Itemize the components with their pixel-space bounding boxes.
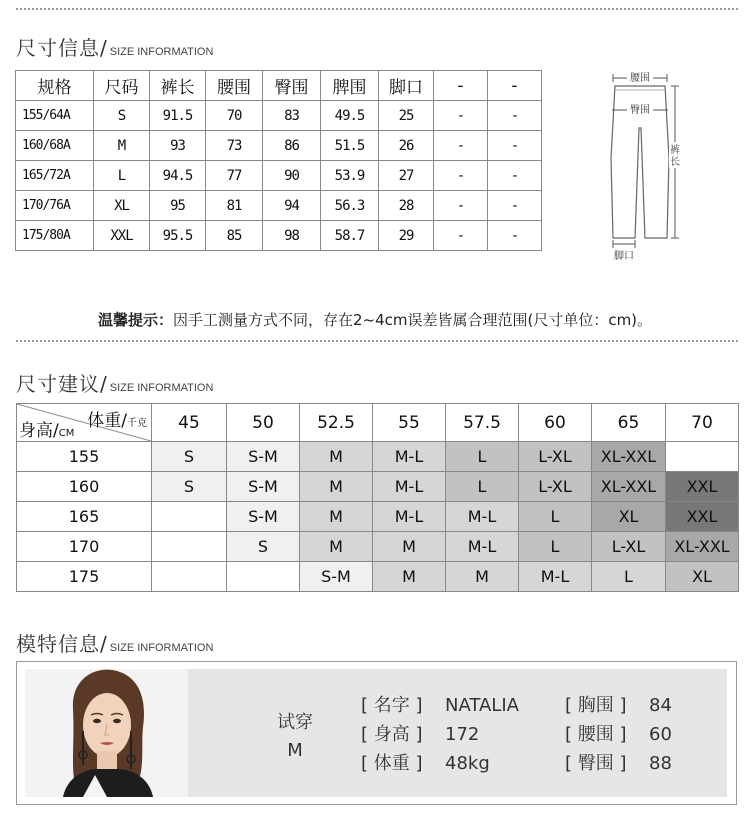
hip-label: [ 臀围 ] (565, 753, 627, 774)
size-cell: M (373, 562, 446, 592)
size-cell: L-XL (519, 442, 592, 472)
table-cell: 26 (379, 131, 434, 161)
height-cell: 155 (17, 442, 152, 472)
col-header: 脚口 (379, 71, 434, 101)
size-cell: M-L (373, 442, 446, 472)
waist-value: 60 (649, 724, 672, 745)
middle-dotted-divider (16, 340, 738, 342)
size-cell (152, 532, 227, 562)
size-info-heading (16, 32, 213, 61)
tip-prefix: 温馨提示： (97, 311, 173, 329)
size-info-subtitle: SIZE INFORMATION (109, 46, 214, 58)
size-cell: L-XL (592, 532, 666, 562)
table-cell: - (488, 101, 542, 131)
table-cell: 77 (206, 161, 263, 191)
col-header: 裤长 (150, 71, 206, 101)
table-row (16, 161, 542, 191)
size-cell: M-L (446, 532, 519, 562)
size-info-title: 尺寸信息/ (16, 36, 108, 60)
col-header: 脾围 (321, 71, 379, 101)
size-cell: L (519, 502, 592, 532)
size-cell: L (519, 532, 592, 562)
table-cell: 95.5 (150, 221, 206, 251)
table-cell: - (434, 101, 488, 131)
height-cell: 175 (17, 562, 152, 592)
size-table-header (16, 71, 542, 101)
size-cell: L (446, 442, 519, 472)
height-cell: 165 (17, 502, 152, 532)
size-cell: M-L (519, 562, 592, 592)
size-cell: XL-XXL (666, 532, 739, 562)
table-cell: 160/68A (16, 131, 94, 161)
table-cell: 28 (379, 191, 434, 221)
size-cell: M-L (446, 502, 519, 532)
table-cell: 56.3 (321, 191, 379, 221)
size-cell: M (446, 562, 519, 592)
table-cell: - (488, 131, 542, 161)
size-cell: XL-XXL (592, 472, 666, 502)
table-row (16, 101, 542, 131)
height-cell: 160 (17, 472, 152, 502)
weight-header: 55 (373, 404, 446, 442)
size-cell: XL (592, 502, 666, 532)
size-cell: M (300, 532, 373, 562)
table-cell: 94 (263, 191, 321, 221)
table-row (16, 131, 542, 161)
size-cell: L-XL (519, 472, 592, 502)
table-row (17, 502, 739, 532)
size-cell: M (300, 502, 373, 532)
size-cell: S (227, 532, 300, 562)
table-cell: XL (94, 191, 150, 221)
weight-axis-label: 体重/千克 (87, 411, 147, 431)
size-cell: S-M (227, 472, 300, 502)
table-cell: - (434, 131, 488, 161)
weight-header: 60 (519, 404, 592, 442)
model-info-subtitle: SIZE INFORMATION (109, 642, 214, 654)
weight-header: 50 (227, 404, 300, 442)
table-cell: 53.9 (321, 161, 379, 191)
table-cell: 155/64A (16, 101, 94, 131)
size-cell: S-M (227, 442, 300, 472)
table-cell: 165/72A (16, 161, 94, 191)
table-cell: 83 (263, 101, 321, 131)
tryon-label: 试穿 (277, 712, 313, 733)
col-header: 臀围 (263, 71, 321, 101)
model-weight-row (361, 749, 490, 775)
size-cell (666, 442, 739, 472)
table-cell: 85 (206, 221, 263, 251)
table-cell: 175/80A (16, 221, 94, 251)
table-cell: 170/76A (16, 191, 94, 221)
model-info-heading (16, 628, 213, 657)
table-cell: 27 (379, 161, 434, 191)
model-name-row (361, 691, 519, 717)
table-row (16, 221, 542, 251)
length-label-1: 裤 (670, 145, 680, 156)
pants-diagram (595, 68, 695, 268)
size-cell: XXL (666, 472, 739, 502)
weight-header: 52.5 (300, 404, 373, 442)
table-cell: 93 (150, 131, 206, 161)
height-axis-label: 身高/CM (19, 421, 75, 441)
weight-header: 70 (666, 404, 739, 442)
size-cell (152, 562, 227, 592)
table-cell: 86 (263, 131, 321, 161)
size-cell (227, 562, 300, 592)
hem-label: 脚口 (614, 251, 634, 262)
model-info-title: 模特信息/ (16, 632, 108, 656)
table-cell: S (94, 101, 150, 131)
table-cell: - (488, 161, 542, 191)
table-cell: 29 (379, 221, 434, 251)
weight-header: 45 (152, 404, 227, 442)
size-table (15, 70, 542, 251)
size-cell: XXL (666, 502, 739, 532)
table-cell: 73 (206, 131, 263, 161)
tryon-size: M (287, 740, 303, 761)
suggest-header-row (17, 404, 739, 442)
table-cell: 95 (150, 191, 206, 221)
hip-value: 88 (649, 753, 672, 774)
table-cell: 70 (206, 101, 263, 131)
col-header: 规格 (16, 71, 94, 101)
model-card-inner (25, 669, 727, 797)
size-suggest-table (16, 403, 739, 592)
size-cell: XL (666, 562, 739, 592)
table-row (17, 472, 739, 502)
table-cell: - (488, 191, 542, 221)
size-cell: L (592, 562, 666, 592)
model-portrait-image (25, 669, 188, 797)
table-cell: 91.5 (150, 101, 206, 131)
table-cell: - (488, 221, 542, 251)
model-photo (25, 669, 188, 797)
table-cell: M (94, 131, 150, 161)
height-label: [ 身高 ] (361, 724, 423, 745)
weight-header: 65 (592, 404, 666, 442)
model-waist-row (565, 720, 672, 746)
table-cell: L (94, 161, 150, 191)
table-cell: - (434, 221, 488, 251)
size-cell (152, 502, 227, 532)
weight-label: [ 体重 ] (361, 753, 423, 774)
table-row (17, 532, 739, 562)
col-header: 腰围 (206, 71, 263, 101)
table-cell: 94.5 (150, 161, 206, 191)
corner-cell (17, 404, 152, 442)
name-label: [ 名字 ] (361, 695, 423, 716)
table-cell: 25 (379, 101, 434, 131)
size-suggest-title: 尺寸建议/ (16, 372, 108, 396)
table-row (17, 442, 739, 472)
table-cell: - (434, 161, 488, 191)
table-row (17, 562, 739, 592)
weight-header: 57.5 (446, 404, 519, 442)
table-cell: 49.5 (321, 101, 379, 131)
size-cell: S (152, 442, 227, 472)
waist-label: [ 腰围 ] (565, 724, 627, 745)
model-height-row (361, 720, 479, 746)
size-cell: M (300, 472, 373, 502)
table-cell: - (434, 191, 488, 221)
table-cell: 51.5 (321, 131, 379, 161)
model-bust-row (565, 691, 672, 717)
weight-value: 48kg (445, 753, 490, 774)
height-cell: 170 (17, 532, 152, 562)
size-cell: M (373, 532, 446, 562)
table-cell: 81 (206, 191, 263, 221)
hip-label: 臀围 (630, 105, 650, 116)
size-cell: M-L (373, 472, 446, 502)
table-cell: 90 (263, 161, 321, 191)
bust-label: [ 胸围 ] (565, 695, 627, 716)
tryon-block (255, 709, 335, 765)
col-header: - (434, 71, 488, 101)
size-cell: S-M (300, 562, 373, 592)
size-cell: S (152, 472, 227, 502)
size-cell: L (446, 472, 519, 502)
height-value: 172 (445, 724, 480, 745)
measurement-tip (0, 309, 750, 330)
table-row (16, 191, 542, 221)
model-hip-row (565, 749, 672, 775)
top-dotted-divider (16, 8, 738, 10)
size-cell: M-L (373, 502, 446, 532)
size-suggest-subtitle: SIZE INFORMATION (109, 382, 214, 394)
table-cell: 58.7 (321, 221, 379, 251)
size-cell: XL-XXL (592, 442, 666, 472)
name-value: NATALIA (445, 695, 519, 716)
col-header: - (488, 71, 542, 101)
size-cell: S-M (227, 502, 300, 532)
col-header: 尺码 (94, 71, 150, 101)
bust-value: 84 (649, 695, 672, 716)
size-suggest-heading (16, 368, 213, 397)
table-cell: XXL (94, 221, 150, 251)
length-label-2: 长 (670, 157, 680, 168)
size-cell: M (300, 442, 373, 472)
tip-text: 因手工测量方式不同，存在2~4cm误差皆属合理范围(尺寸单位：cm)。 (172, 311, 653, 329)
model-card (16, 661, 737, 805)
waist-label: 腰围 (630, 73, 650, 84)
table-cell: 98 (263, 221, 321, 251)
